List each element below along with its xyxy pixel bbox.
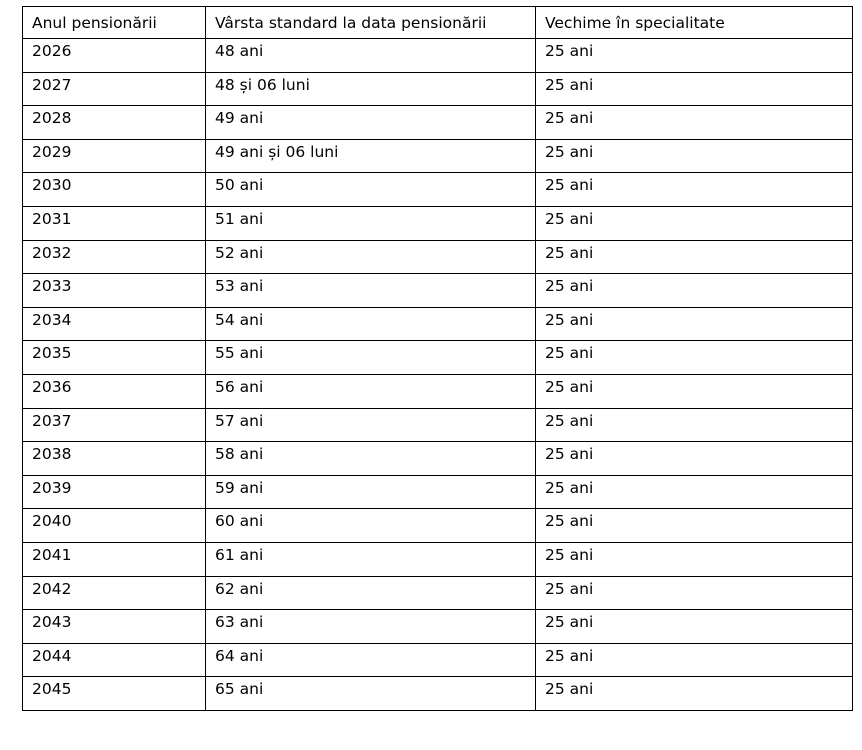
- cell-standard-age: 62 ani: [206, 576, 536, 610]
- table-row: [23, 442, 853, 476]
- cell-seniority: 25 ani: [536, 106, 853, 140]
- table-row: [23, 341, 853, 375]
- cell-seniority: 25 ani: [536, 139, 853, 173]
- cell-standard-age: 48 ani: [206, 39, 536, 73]
- table-row: [23, 274, 853, 308]
- table-row: [23, 542, 853, 576]
- cell-standard-age: 51 ani: [206, 206, 536, 240]
- cell-retirement-year: 2037: [23, 408, 206, 442]
- cell-standard-age: 60 ani: [206, 509, 536, 543]
- cell-retirement-year: 2027: [23, 72, 206, 106]
- cell-standard-age: 55 ani: [206, 341, 536, 375]
- cell-seniority: 25 ani: [536, 206, 853, 240]
- table-row: [23, 139, 853, 173]
- cell-seniority: 25 ani: [536, 442, 853, 476]
- cell-standard-age: 64 ani: [206, 643, 536, 677]
- cell-retirement-year: 2032: [23, 240, 206, 274]
- table-row: [23, 475, 853, 509]
- table-row: [23, 610, 853, 644]
- cell-standard-age: 52 ani: [206, 240, 536, 274]
- cell-seniority: 25 ani: [536, 173, 853, 207]
- cell-standard-age: 53 ani: [206, 274, 536, 308]
- table-row: [23, 72, 853, 106]
- cell-seniority: 25 ani: [536, 341, 853, 375]
- cell-retirement-year: 2034: [23, 307, 206, 341]
- cell-standard-age: 61 ani: [206, 542, 536, 576]
- cell-retirement-year: 2042: [23, 576, 206, 610]
- cell-seniority: 25 ani: [536, 374, 853, 408]
- cell-standard-age: 65 ani: [206, 677, 536, 711]
- table-row: [23, 576, 853, 610]
- table-row: [23, 106, 853, 140]
- cell-standard-age: 59 ani: [206, 475, 536, 509]
- header-standard-age: Vârsta standard la data pensionării: [206, 7, 536, 39]
- cell-standard-age: 49 ani: [206, 106, 536, 140]
- table-row: [23, 173, 853, 207]
- table-row: [23, 374, 853, 408]
- table-row: [23, 240, 853, 274]
- cell-seniority: 25 ani: [536, 307, 853, 341]
- cell-retirement-year: 2041: [23, 542, 206, 576]
- cell-seniority: 25 ani: [536, 274, 853, 308]
- cell-standard-age: 48 și 06 luni: [206, 72, 536, 106]
- cell-seniority: 25 ani: [536, 72, 853, 106]
- cell-retirement-year: 2040: [23, 509, 206, 543]
- cell-retirement-year: 2043: [23, 610, 206, 644]
- table-row: [23, 307, 853, 341]
- cell-seniority: 25 ani: [536, 475, 853, 509]
- header-retirement-year: Anul pensionării: [23, 7, 206, 39]
- cell-seniority: 25 ani: [536, 240, 853, 274]
- cell-seniority: 25 ani: [536, 542, 853, 576]
- cell-retirement-year: 2045: [23, 677, 206, 711]
- table-row: [23, 509, 853, 543]
- cell-standard-age: 56 ani: [206, 374, 536, 408]
- cell-retirement-year: 2039: [23, 475, 206, 509]
- cell-seniority: 25 ani: [536, 509, 853, 543]
- table-row: [23, 677, 853, 711]
- cell-retirement-year: 2033: [23, 274, 206, 308]
- cell-retirement-year: 2029: [23, 139, 206, 173]
- cell-seniority: 25 ani: [536, 677, 853, 711]
- cell-seniority: 25 ani: [536, 576, 853, 610]
- cell-seniority: 25 ani: [536, 643, 853, 677]
- cell-retirement-year: 2044: [23, 643, 206, 677]
- table-row: [23, 408, 853, 442]
- header-seniority: Vechime în specialitate: [536, 7, 853, 39]
- cell-retirement-year: 2026: [23, 39, 206, 73]
- table-row: [23, 643, 853, 677]
- cell-standard-age: 58 ani: [206, 442, 536, 476]
- cell-seniority: 25 ani: [536, 610, 853, 644]
- cell-retirement-year: 2038: [23, 442, 206, 476]
- cell-retirement-year: 2036: [23, 374, 206, 408]
- pension-age-table: [22, 6, 853, 711]
- cell-standard-age: 63 ani: [206, 610, 536, 644]
- cell-retirement-year: 2035: [23, 341, 206, 375]
- cell-standard-age: 54 ani: [206, 307, 536, 341]
- cell-standard-age: 57 ani: [206, 408, 536, 442]
- cell-retirement-year: 2028: [23, 106, 206, 140]
- cell-standard-age: 49 ani și 06 luni: [206, 139, 536, 173]
- table-body: [23, 39, 853, 711]
- table-row: [23, 206, 853, 240]
- table-header: [23, 7, 853, 39]
- cell-seniority: 25 ani: [536, 39, 853, 73]
- cell-standard-age: 50 ani: [206, 173, 536, 207]
- table-row: [23, 39, 853, 73]
- header-row: [23, 7, 853, 39]
- cell-retirement-year: 2031: [23, 206, 206, 240]
- cell-retirement-year: 2030: [23, 173, 206, 207]
- cell-seniority: 25 ani: [536, 408, 853, 442]
